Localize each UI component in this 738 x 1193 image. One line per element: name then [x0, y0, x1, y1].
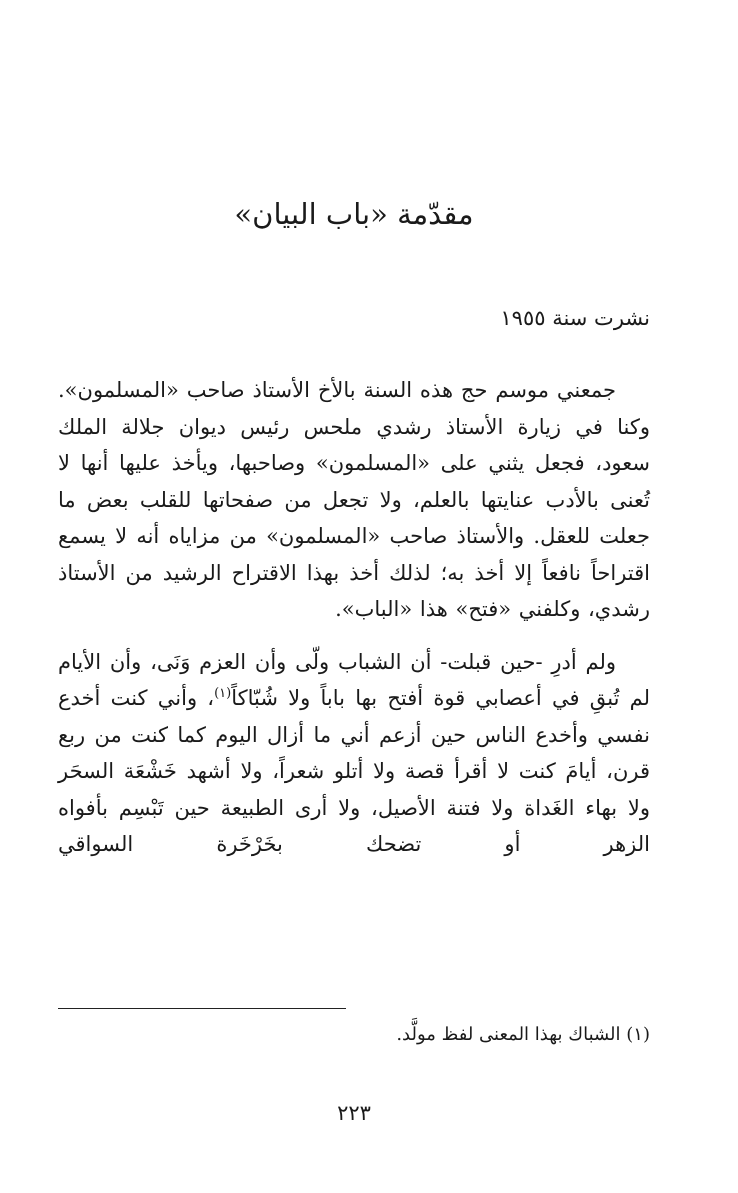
footnote-divider — [58, 1008, 346, 1009]
chapter-title: مقدّمة «باب البيان» — [234, 197, 474, 231]
paragraph-2 — [58, 644, 650, 863]
paragraph-2-text-after-mark: ، وأني كنت أخدع نفسي وأخدع الناس حين أزعم أني ما أزال اليوم كما كنت من ربع قرن، أيامَ كنت لا أقرأ قصة ولا أتلو شعراً، ولا أشهد خَشْعَة السحَر ولا بهاء الغَداة ولا فتنة الأصيل، ولا أرى الطبيعة حين تَبْسِم بأفواه الزهر أو تضحك بخَرْخَرة السواقي — [58, 686, 650, 856]
paragraph-1: جمعني موسم حج هذه السنة بالأخ الأستاذ صاحب «المسلمون». وكنا في زيارة الأستاذ رشدي ملحس رئيس ديوان جلالة الملك سعود، فجعل يثني على «المسلمون» وصاحبها، ويأخذ عليها أنها لا تُعنى بالأدب عنايتها بالعلم، ولا تجعل من صفحاتها للقلب بعض ما جعلت للعقل. والأستاذ صاحب «المسلمون» من مزاياه أنه لا يسمع اقتراحاً نافعاً إلا أخذ به؛ لذلك أخذ بهذا الاقتراح الرشيد من الأستاذ رشدي، وكلفني «فتح» هذا «الباب». — [58, 378, 650, 621]
body-text — [58, 372, 650, 879]
page-number: ٢٢٣ — [337, 1101, 371, 1125]
footnote-mark: (١) — [214, 686, 232, 701]
footnote: (١) الشباك بهذا المعنى لفظ مولَّد. — [396, 1024, 650, 1045]
book-page — [58, 0, 650, 1193]
publication-note: نشرت سنة ١٩٥٥ — [500, 306, 650, 330]
paragraph-2-text-before-mark: ولم أدرِ -حين قبلت- أن الشباب ولّى وأن العزم وَنَى، وأن الأيام لم تُبقِ في أعصابي قوة أفتح بها باباً ولا شُبّاكاً — [58, 649, 651, 710]
